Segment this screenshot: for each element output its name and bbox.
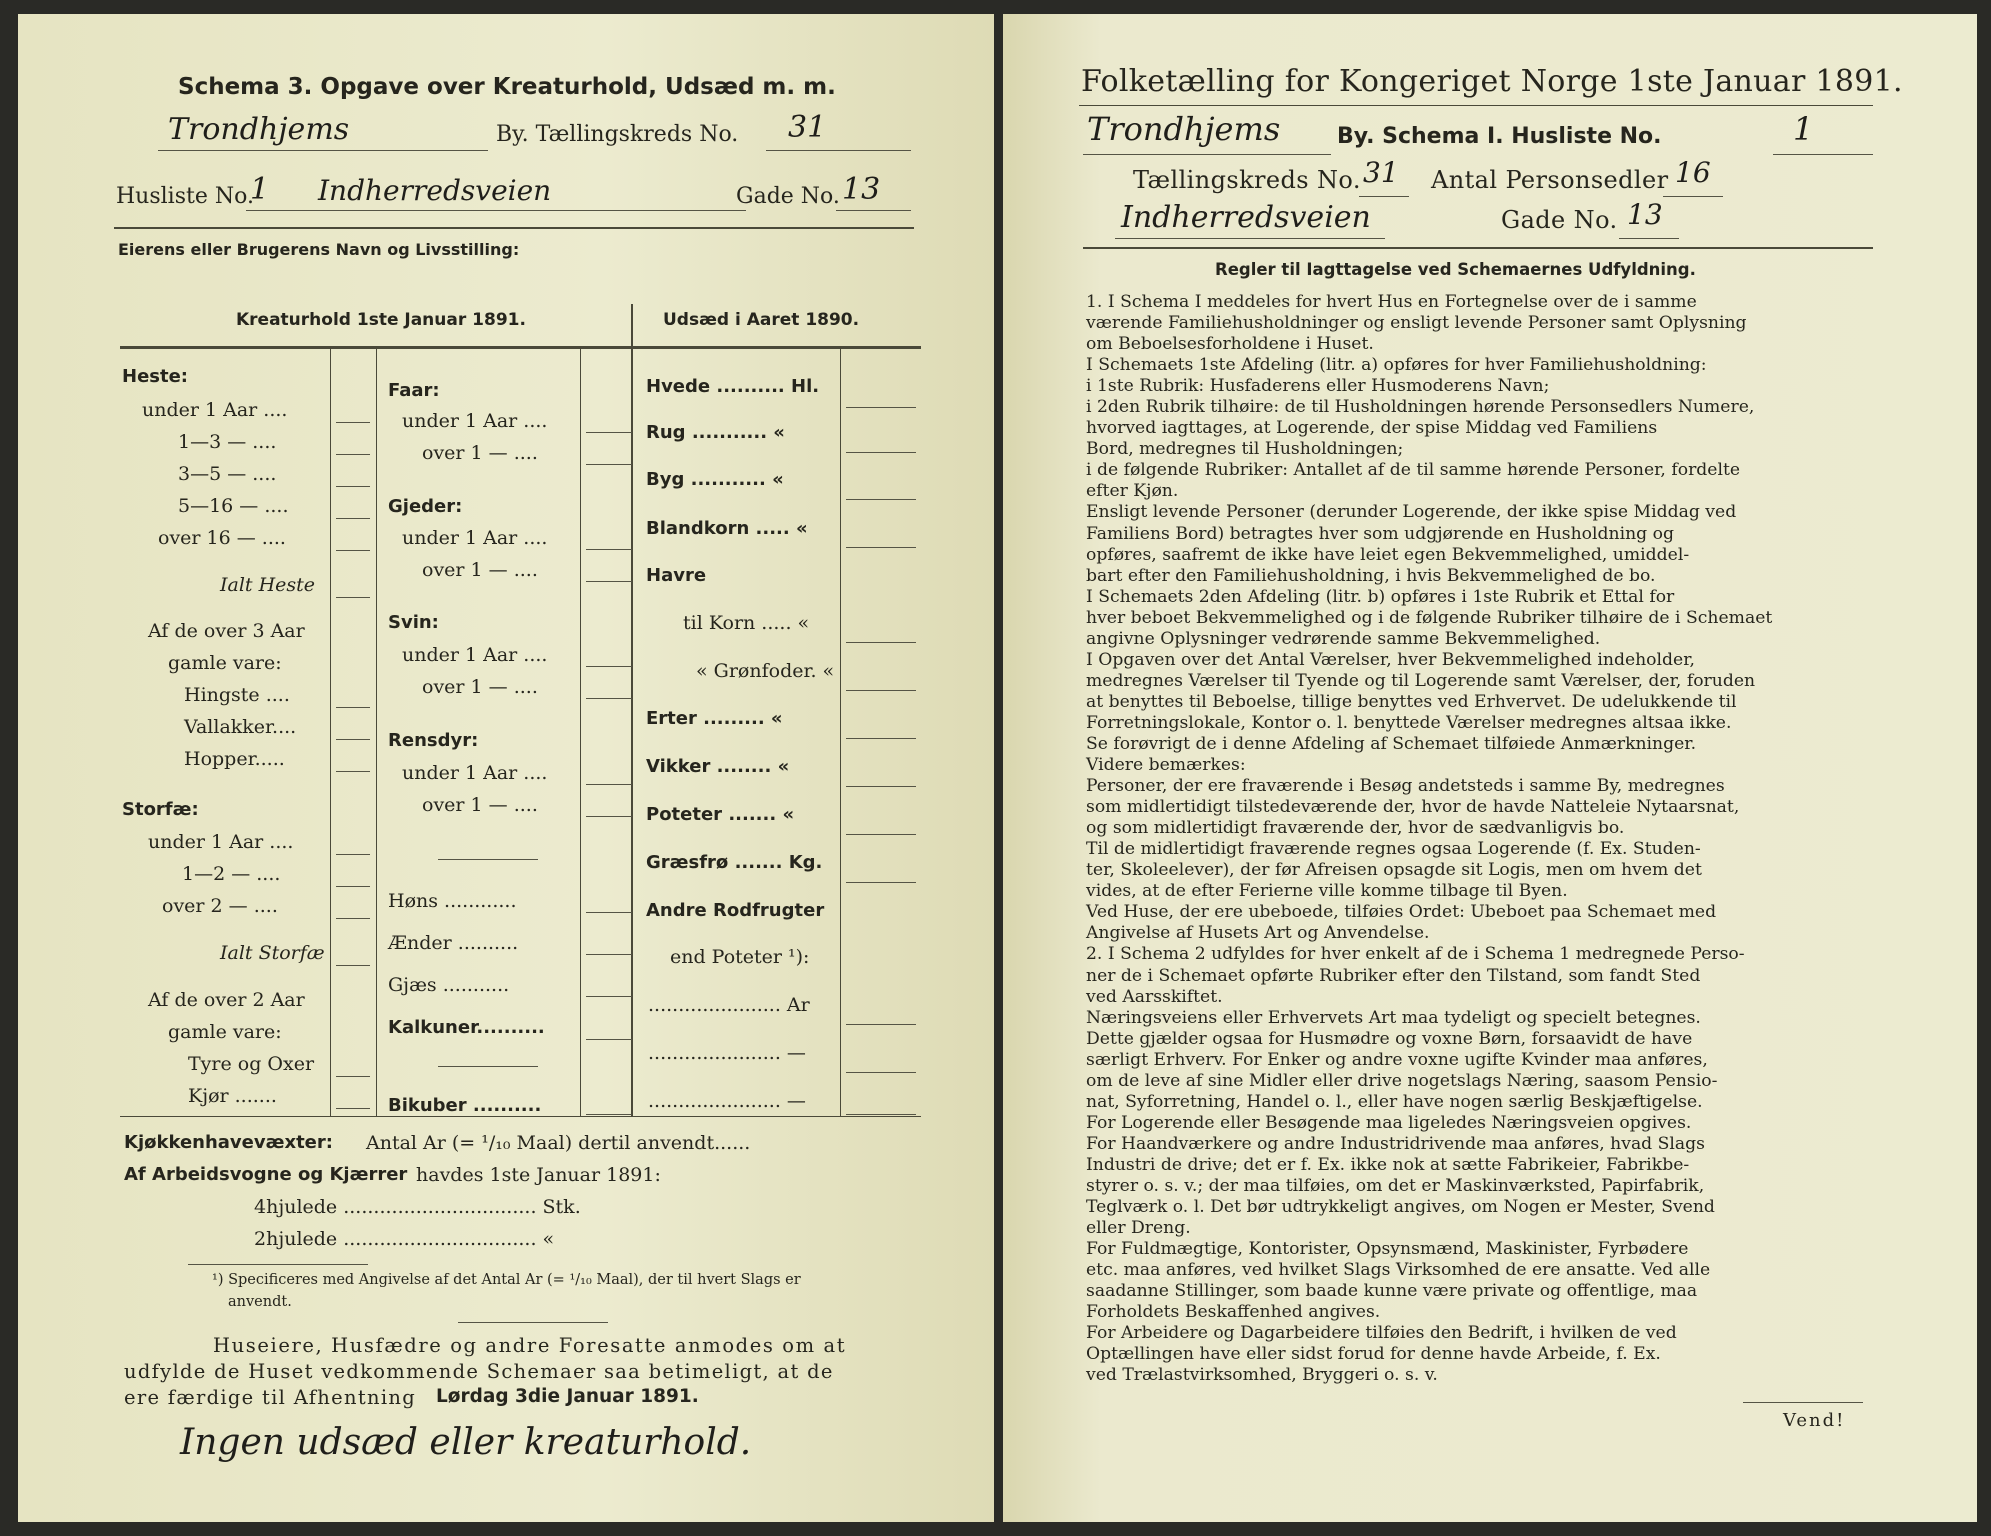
- notice-2: udfylde de Huset vedkommende Schemaer saa betimeligt, at de: [124, 1360, 834, 1383]
- blandkorn: Blandkorn ..... «: [646, 518, 808, 539]
- gamle-vare-2: gamle vare:: [168, 1021, 282, 1043]
- gjeder-label: Gjeder:: [388, 496, 463, 517]
- rule-line: For Haandværkere og andre Industridrivende maa anføres, hvad Slags: [1086, 1133, 1705, 1154]
- gjeder-over1: over 1 — ....: [422, 559, 538, 581]
- schema3-title: Schema 3. Opgave over Kreaturhold, Udsæd m. m.: [178, 74, 836, 100]
- rule-line: I Opgaven over det Antal Værelser, hver Bekvemmelighed indeholder,: [1086, 649, 1695, 670]
- kreds-handwritten: 31: [788, 110, 827, 145]
- rule-line: For Arbeidere og Dagarbeidere tilføies den Bedrift, i hvilken de ved: [1086, 1323, 1677, 1344]
- poteter: Poteter ....... «: [646, 804, 795, 825]
- ialt-heste: Ialt Heste: [220, 574, 316, 596]
- kreds-label: Tællingskreds No.: [1133, 166, 1361, 194]
- rules-title: Regler til Iagttagelse ved Schemaernes Udfyldning.: [1215, 260, 1696, 279]
- rule-line: hvorved iagttages, at Logerende, der spise Middag ved Familiens: [1086, 418, 1658, 439]
- rensdyr-over1: over 1 — ....: [422, 794, 538, 816]
- andre-rodfrugter: Andre Rodfrugter: [646, 900, 825, 921]
- rule-line: Industri de drive; det er f. Ex. ikke nok at sætte Fabrikeier, Fabrikbe-: [1086, 1154, 1690, 1175]
- rule-line: Personer, der ere fraværende i Besøg andetsteds i samme By, medregnes: [1086, 776, 1725, 797]
- owner-label: Eierens eller Brugerens Navn og Livsstilling:: [118, 240, 520, 259]
- rule-line: etc. maa anføres, ved hvilket Slags Virksomhed de ere ansatte. Ved alle: [1086, 1260, 1711, 1281]
- city-handwritten: Trondhjems: [168, 112, 350, 147]
- rule-line: For Fuldmægtige, Kontorister, Opsynsmænd, Maskinister, Fyrbødere: [1086, 1239, 1689, 1260]
- hopper: Hopper.....: [184, 748, 285, 770]
- rule-line: som midlertidigt tilstedeværende der, hvor de havde Natteleie Nytaarsnat,: [1086, 797, 1740, 818]
- kjor: Kjør .......: [188, 1085, 277, 1107]
- by-kreds-label: By. Tællingskreds No.: [496, 122, 739, 147]
- folketaelling-title: Folketælling for Kongeriget Norge 1ste Januar 1891.: [1081, 64, 1903, 99]
- heste-1-3: 1—3 — ....: [178, 431, 277, 453]
- rule-line: Til de midlertidigt fraværende regnes ogsaa Logerende (f. Ex. Studen-: [1086, 839, 1701, 860]
- vallakker: Vallakker....: [184, 716, 297, 738]
- arbeid-rest: havdes 1ste Januar 1891:: [416, 1164, 661, 1186]
- rule-line: Angivelse af Husets Art og Anvendelse.: [1086, 923, 1430, 944]
- ialt-storfae: Ialt Storfæ: [220, 942, 325, 964]
- rensdyr-under1: under 1 Aar ....: [402, 762, 548, 784]
- heste-label: Heste:: [122, 366, 188, 387]
- svin-label: Svin:: [388, 612, 439, 633]
- storfae-over2: over 2 — ....: [162, 895, 278, 917]
- rule-line: Familiens Bord) betragtes hver som udgjørende en Husholdning og: [1086, 523, 1674, 544]
- notice-3: ere færdige til Afhentning: [124, 1386, 417, 1409]
- antal-handwritten: 16: [1675, 156, 1711, 189]
- end-poteter: end Poteter ¹):: [670, 946, 810, 968]
- rule-line: værende Familiehusholdninger og ensligt levende Personer samt Oplysning: [1086, 313, 1747, 334]
- notice-1: Huseiere, Husfædre og andre Foresatte anmodes om at: [213, 1334, 847, 1357]
- faar-over1: over 1 — ....: [422, 442, 538, 464]
- rule-line: Se forøvrigt de i denne Afdeling af Schemaet tilføiede Anmærkninger.: [1086, 733, 1697, 754]
- erter: Erter ......... «: [646, 708, 783, 729]
- rule-line: ved Aarsskiftet.: [1086, 986, 1223, 1007]
- af-over2: Af de over 2 Aar: [148, 989, 305, 1011]
- rule-line: om Beboelsesforholdene i Huset.: [1086, 334, 1374, 355]
- til-korn: til Korn ..... «: [683, 612, 810, 634]
- gade-handwritten: 13: [1627, 198, 1663, 231]
- storfae-1-2: 1—2 — ....: [182, 863, 281, 885]
- footnote-1: ¹) Specificeres med Angivelse af det Antal Ar (= ¹/₁₀ Maal), der til hvert Slags er: [212, 1272, 801, 1288]
- faar-label: Faar:: [388, 380, 440, 401]
- af-over3: Af de over 3 Aar: [148, 620, 305, 642]
- gjaes: Gjæs ...........: [388, 974, 510, 996]
- rule-line: angivne Oplysninger vedrørende samme Bekvemmelighed.: [1086, 628, 1601, 649]
- rule-line: efter Kjøn.: [1086, 481, 1179, 502]
- rule-line: nat, Syforretning, Handel o. l., eller have nogen særlig Beskjæftigelse.: [1086, 1091, 1703, 1112]
- rule-line: i 1ste Rubrik: Husfaderens eller Husmoderens Navn;: [1086, 376, 1550, 397]
- heste-5-16: 5—16 — ....: [178, 495, 289, 517]
- faar-under1: under 1 Aar ....: [402, 410, 548, 432]
- heste-3-5: 3—5 — ....: [178, 463, 277, 485]
- husliste-label: Husliste No.: [116, 184, 254, 209]
- rule-line: styrer o. s. v.; der maa tilføies, om det er Maskinværksted, Papirfabrik,: [1086, 1175, 1705, 1196]
- bottom-handwritten: Ingen udsæd eller kreaturhold.: [180, 1422, 752, 1463]
- notice-3-date: Lørdag 3die Januar 1891.: [436, 1386, 699, 1407]
- tyre-og-oxer: Tyre og Oxer: [188, 1053, 315, 1075]
- rule-line: eller Dreng.: [1086, 1218, 1191, 1239]
- rule-line: Ensligt levende Personer (derunder Logerende, der ikke spise Middag ved: [1086, 502, 1737, 523]
- right-page: [1003, 14, 1977, 1522]
- husliste-handwritten: 1: [1793, 110, 1814, 148]
- husliste-handwritten: 1: [250, 172, 270, 207]
- rule-line: I Schemaets 2den Afdeling (litr. b) opføres i 1ste Rubrik et Ettal for: [1086, 586, 1675, 607]
- gamle-vare-1: gamle vare:: [168, 652, 282, 674]
- hvede: Hvede .......... Hl.: [646, 376, 820, 397]
- rule-line: bart efter den Familiehusholdning, i hvis Bekvemmelighed de bo.: [1086, 565, 1656, 586]
- kjokken-label: Kjøkkenhavevæxter:: [124, 1132, 333, 1153]
- udsaed-header: Udsæd i Aaret 1890.: [663, 310, 860, 330]
- rule-line: hver beboet Bekvemmelighed og i de følgende Rubriker tilhøire de i Schemaet: [1086, 607, 1773, 628]
- rule-line: i 2den Rubrik tilhøire: de til Husholdningen hørende Personsedlers Numere,: [1086, 397, 1755, 418]
- rule-line: ter, Skoleelever), der før Afreisen opsagde sit Logis, men om hvem det: [1086, 860, 1702, 881]
- arbeid-label: Af Arbeidsvogne og Kjærrer: [124, 1164, 408, 1185]
- heste-over16: over 16 — ....: [158, 527, 286, 549]
- rule-line: Forholdets Beskaffenhed angives.: [1086, 1302, 1381, 1323]
- gade-label: Gade No.: [736, 184, 840, 209]
- storfae-label: Storfæ:: [122, 799, 199, 820]
- antal-label: Antal Personsedler: [1431, 166, 1669, 194]
- dot-line-1: ...................... —: [648, 1042, 806, 1064]
- dot-line-2: ...................... —: [648, 1090, 806, 1112]
- gronfoder: « Grønfoder. «: [696, 660, 835, 682]
- rule-line: ved Trælastvirksomhed, Bryggeri o. s. v.: [1086, 1365, 1438, 1386]
- aender: Ænder ..........: [388, 932, 519, 954]
- rule-line: opføres, saafremt de ikke have leiet egen Bekvemmelighed, umiddel-: [1086, 544, 1690, 565]
- kjokken-rest: Antal Ar (= ¹/₁₀ Maal) dertil anvendt......: [366, 1132, 751, 1154]
- rule-line: Ved Huse, der ere ubeboede, tilføies Ordet: Ubeboet paa Schemaet med: [1086, 902, 1717, 923]
- havre: Havre: [646, 565, 707, 586]
- ar-line: ...................... Ar: [648, 994, 810, 1016]
- gade-label: Gade No.: [1501, 206, 1618, 234]
- vikker: Vikker ........ «: [646, 756, 790, 777]
- hjul4: 4hjulede ................................ Stk.: [254, 1196, 581, 1218]
- rensdyr-label: Rensdyr:: [388, 730, 479, 751]
- kreds-handwritten: 31: [1363, 156, 1399, 189]
- byg: Byg ........... «: [646, 469, 784, 490]
- rule-line: og som midlertidigt fraværende der, hvor de sædvanligvis bo.: [1086, 818, 1625, 839]
- rule-line: vides, at de efter Ferierne ville komme tilbage til Byen.: [1086, 881, 1568, 902]
- rule-line: Dette gjælder ogsaa for Husmødre og voxne Børn, forsaavidt de have: [1086, 1028, 1693, 1049]
- rug: Rug ........... «: [646, 422, 785, 443]
- rule-line: om de leve af sine Midler eller drive nogetslags Næring, saasom Pensio-: [1086, 1070, 1718, 1091]
- rule-line: i de følgende Rubriker: Antallet af de til samme hørende Personer, fordelte: [1086, 460, 1741, 481]
- storfae-under1: under 1 Aar ....: [148, 831, 294, 853]
- street-handwritten: Indherredsveien: [1121, 200, 1371, 235]
- rule-line: Forretningslokale, Kontor o. l. benyttede Værelser medregnes altsaa ikke.: [1086, 712, 1732, 733]
- heste-under1: under 1 Aar ....: [142, 399, 288, 421]
- hjul2: 2hjulede ................................ «: [254, 1228, 555, 1250]
- rule-line: Teglværk o. l. Det bør udtrykkeligt angives, om Nogen er Mester, Svend: [1086, 1197, 1715, 1218]
- svin-over1: over 1 — ....: [422, 676, 538, 698]
- rule-line: saadanne Stillinger, som baade kunne være private og offentlige, maa: [1086, 1281, 1698, 1302]
- svin-under1: under 1 Aar ....: [402, 644, 548, 666]
- hingste: Hingste ....: [184, 684, 290, 706]
- city-handwritten: Trondhjems: [1087, 110, 1281, 148]
- rule-line: ner de i Schemaet opførte Rubriker efter den Tilstand, som fandt Sted: [1086, 965, 1701, 986]
- street-handwritten: Indherredsveien: [318, 174, 552, 207]
- rule-line: medregnes Værelser til Tyende og til Logerende samt Værelser, der, foruden: [1086, 670, 1756, 691]
- left-page: [18, 14, 994, 1522]
- rule-line: Bord, medregnes til Husholdningen;: [1086, 439, 1404, 460]
- rule-line: at benyttes til Beboelse, tillige benyttes ved Erhvervet. De udelukkende til: [1086, 691, 1737, 712]
- gade-handwritten: 13: [842, 172, 881, 207]
- by-schema-husliste: By. Schema I. Husliste No.: [1337, 124, 1662, 149]
- footnote-2: anvendt.: [228, 1294, 292, 1310]
- rule-line: Optællingen have eller sidst forud for denne havde Arbeide, f. Ex.: [1086, 1344, 1661, 1365]
- rule-line: Næringsveiens eller Erhvervets Art maa tydeligt og specielt betegnes.: [1086, 1007, 1701, 1028]
- rule-line: I Schemaets 1ste Afdeling (litr. a) opføres for hver Familiehusholdning:: [1086, 355, 1707, 376]
- kreatur-header: Kreaturhold 1ste Januar 1891.: [236, 310, 526, 330]
- rule-line: 1. I Schema I meddeles for hvert Hus en Fortegnelse over de i samme: [1086, 292, 1697, 312]
- rule-line: 2. I Schema 2 udfyldes for hver enkelt af de i Schema 1 medregnede Perso-: [1086, 944, 1745, 965]
- rule-line: Videre bemærkes:: [1086, 755, 1246, 776]
- hons: Høns ............: [388, 890, 517, 912]
- bikuber: Bikuber ..........: [388, 1095, 542, 1116]
- rule-line: For Logerende eller Besøgende maa ligeledes Næringsveien opgives.: [1086, 1112, 1692, 1133]
- gjeder-under1: under 1 Aar ....: [402, 527, 548, 549]
- rules-text: [1086, 292, 1881, 1386]
- kalkuner: Kalkuner..........: [388, 1017, 545, 1038]
- vend-label: Vend!: [1783, 1410, 1846, 1431]
- rule-line: særligt Erhverv. For Enker og andre voxne ugifte Kvinder maa anføres,: [1086, 1049, 1708, 1070]
- graesfro: Græsfrø ....... Kg.: [646, 852, 823, 873]
